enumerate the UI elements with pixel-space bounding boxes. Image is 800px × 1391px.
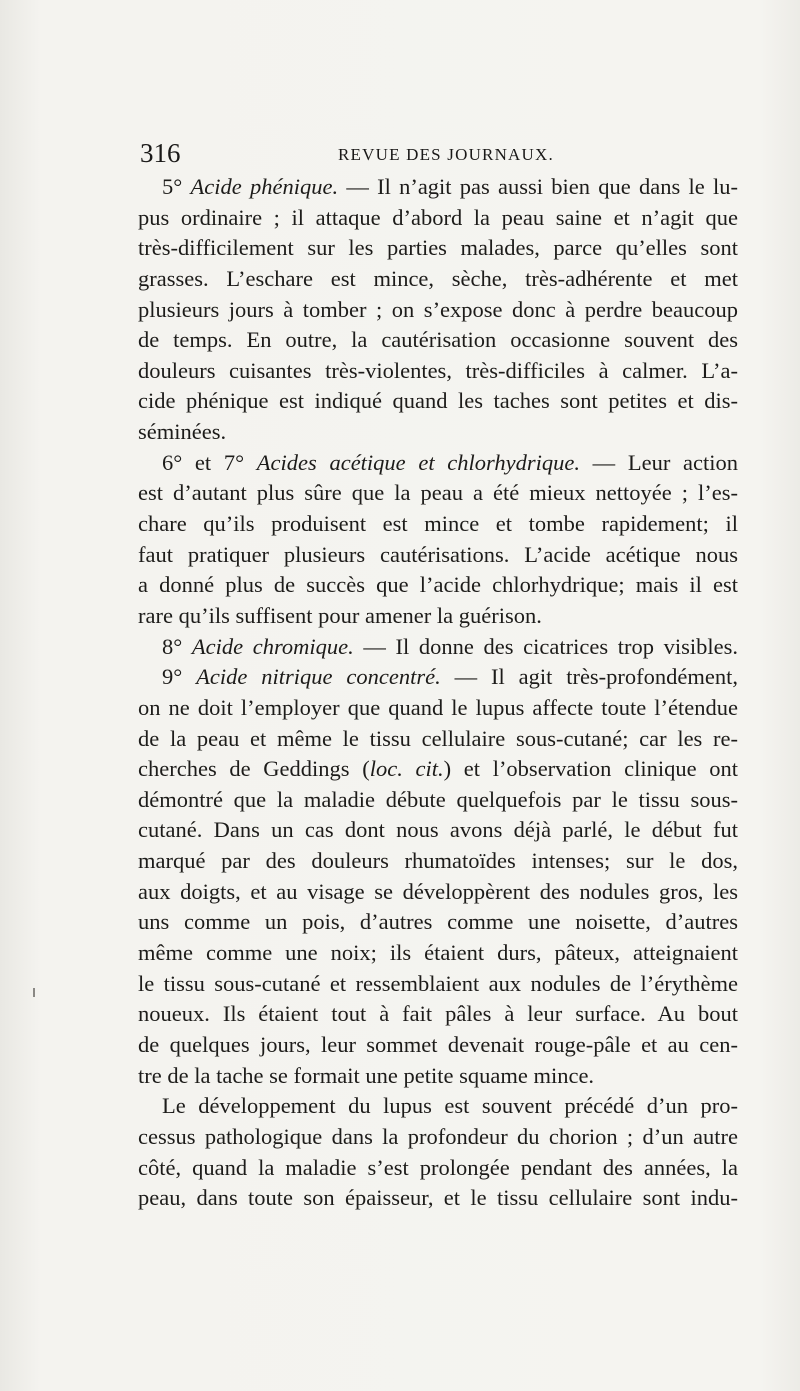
italic-term: Acides acétique et chlorhydrique. bbox=[256, 449, 580, 475]
text-line bbox=[138, 509, 738, 540]
body-text bbox=[138, 172, 738, 1214]
text-line bbox=[138, 448, 738, 479]
text-line bbox=[138, 846, 738, 877]
text-line bbox=[138, 693, 738, 724]
text-run: le tissu sous-cutané et ressemblaient aux nodules de l’érythème bbox=[138, 970, 738, 996]
text-run: de temps. En outre, la cautérisation occasionne souvent des bbox=[138, 327, 738, 353]
text-line bbox=[138, 1030, 738, 1061]
text-run: plusieurs jours à tomber ; on s’expose donc à perdre beaucoup bbox=[138, 296, 738, 322]
text-line bbox=[138, 356, 738, 387]
text-line bbox=[138, 203, 738, 234]
text-run: a donné plus de succès que l’acide chlorhydrique; mais il est bbox=[138, 572, 738, 598]
text-line bbox=[138, 754, 738, 785]
text-line bbox=[138, 570, 738, 601]
text-line bbox=[138, 662, 738, 693]
text-run: séminées. bbox=[138, 419, 227, 445]
text-run: faut pratiquer plusieurs cautérisations. L’acide acétique nous bbox=[138, 541, 738, 567]
text-line bbox=[138, 264, 738, 295]
text-run: noueux. Ils étaient tout à fait pâles à leur surface. Au bout bbox=[138, 1001, 738, 1027]
text-line bbox=[138, 969, 738, 1000]
text-run: 9° bbox=[162, 664, 197, 690]
text-run: cutané. Dans un cas dont nous avons déjà parlé, le début fut bbox=[138, 817, 738, 843]
text-line bbox=[138, 724, 738, 755]
paper-speck bbox=[33, 988, 35, 997]
text-run: cherches de Geddings ( bbox=[138, 756, 370, 782]
text-run: est d’autant plus sûre que la peau a été mieux nettoyée ; l’es- bbox=[138, 480, 738, 506]
text-line bbox=[138, 785, 738, 816]
italic-term: Acide phénique. bbox=[190, 174, 339, 199]
text-run: même comme une noix; ils étaient durs, pâteux, atteignaient bbox=[138, 940, 738, 966]
text-run: côté, quand la maladie s’est prolongée pendant des années, la bbox=[138, 1154, 738, 1180]
text-run: rare qu’ils suffisent pour amener la guérison. bbox=[138, 602, 542, 628]
text-line bbox=[138, 295, 738, 326]
text-run: — Il donne des cicatrices trop visibles. bbox=[353, 633, 738, 659]
text-line bbox=[138, 540, 738, 571]
text-line bbox=[138, 1122, 738, 1153]
text-run: grasses. L’eschare est mince, sèche, très-adhérente et met bbox=[138, 265, 738, 291]
text-run: chare qu’ils produisent est mince et tombe rapidement; il bbox=[138, 511, 738, 537]
text-line bbox=[138, 999, 738, 1030]
text-run: 8° bbox=[162, 633, 192, 659]
text-run: démontré que la maladie débute quelquefois par le tissu sous- bbox=[138, 786, 738, 812]
text-line bbox=[138, 1061, 738, 1092]
text-run: 5° bbox=[162, 174, 191, 199]
text-line bbox=[138, 417, 738, 448]
text-run: cide phénique est indiqué quand les taches sont petites et dis- bbox=[138, 388, 738, 414]
italic-term: Acide chromique. bbox=[191, 633, 354, 659]
text-line bbox=[138, 815, 738, 846]
text-line bbox=[138, 233, 738, 264]
text-run: uns comme un pois, d’autres comme une noisette, d’autres bbox=[138, 909, 738, 935]
text-run: tre de la tache se formait une petite squame mince. bbox=[138, 1062, 595, 1088]
text-line bbox=[138, 1183, 738, 1214]
text-line bbox=[138, 907, 738, 938]
text-run: — Il n’agit pas aussi bien que dans le lu- bbox=[338, 174, 738, 199]
italic-term: Acide nitrique concentré. bbox=[196, 664, 441, 690]
text-line bbox=[138, 601, 738, 632]
text-run: de la peau et même le tissu cellulaire sous-cutané; car les re- bbox=[138, 725, 738, 751]
text-run: très-difficilement sur les parties malades, parce qu’elles sont bbox=[138, 235, 738, 261]
text-run: on ne doit l’employer que quand le lupus affecte toute l’étendue bbox=[138, 694, 738, 720]
page-header bbox=[140, 138, 740, 168]
italic-term: loc. cit. bbox=[369, 756, 444, 782]
text-run: ) et l’observation clinique ont bbox=[443, 756, 738, 782]
text-run: — Il agit très-profondément, bbox=[440, 664, 738, 690]
text-run: marqué par des douleurs rhumatoïdes intenses; sur le dos, bbox=[138, 848, 738, 874]
text-run: Le développement du lupus est souvent précédé d’un pro- bbox=[162, 1093, 738, 1119]
text-run: pus ordinaire ; il attaque d’abord la peau saine et n’agit que bbox=[138, 204, 738, 230]
text-line bbox=[138, 325, 738, 356]
text-run: 6° et 7° bbox=[162, 449, 257, 475]
text-run: douleurs cuisantes très-violentes, très-difficiles à calmer. L’a- bbox=[138, 357, 738, 383]
text-line bbox=[138, 877, 738, 908]
text-run: aux doigts, et au visage se développèrent des nodules gros, les bbox=[138, 878, 738, 904]
text-run: — Leur action bbox=[579, 449, 738, 475]
text-run: cessus pathologique dans la profondeur du chorion ; d’un autre bbox=[138, 1123, 738, 1149]
text-line bbox=[138, 1153, 738, 1184]
text-run: peau, dans toute son épaisseur, et le tissu cellulaire sont indu- bbox=[138, 1185, 738, 1211]
text-line bbox=[138, 172, 738, 203]
text-line bbox=[138, 632, 738, 663]
text-line bbox=[138, 938, 738, 969]
text-line bbox=[138, 478, 738, 509]
text-line bbox=[138, 386, 738, 417]
text-line bbox=[138, 1091, 738, 1122]
page-number: 316 bbox=[140, 138, 181, 168]
text-run: de quelques jours, leur sommet devenait rouge-pâle et au cen- bbox=[138, 1031, 738, 1057]
running-head: REVUE DES JOURNAUX. bbox=[338, 145, 554, 164]
